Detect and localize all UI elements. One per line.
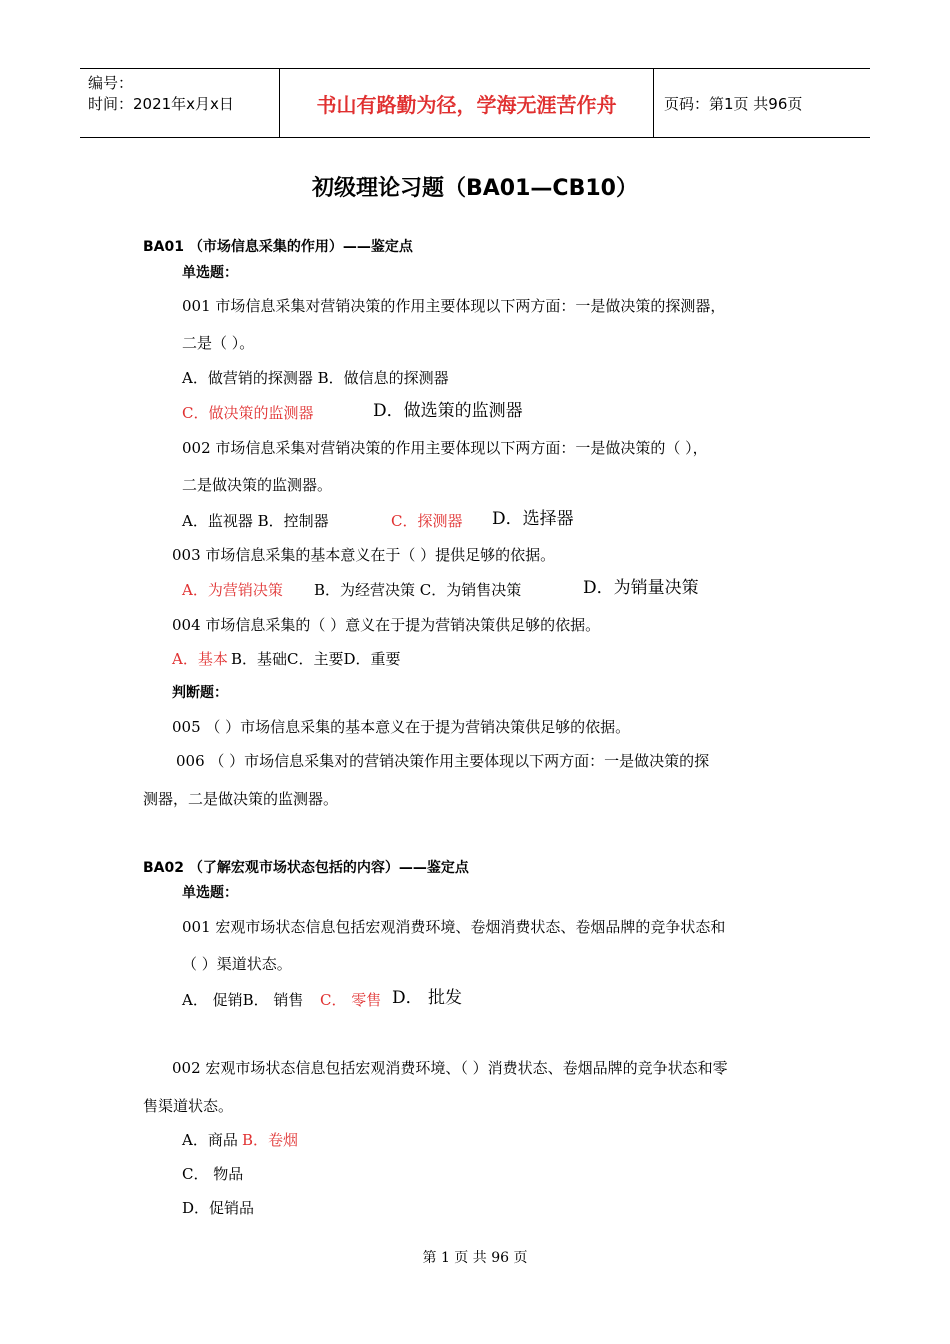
section-heading: BA01 （市场信息采集的作用）——鉴定点 (143, 239, 413, 255)
option-line: D．为销量决策 (583, 578, 699, 598)
question-text: 002 宏观市场状态信息包括宏观消费环境、（ ）消费状态、卷烟品牌的竞争状态和零 (172, 1059, 728, 1077)
header-page-info: 页码：第1页 共96页 (664, 94, 803, 113)
option-line: C． 物品 (182, 1165, 244, 1183)
question-text: 006 （ ）市场信息采集对的营销决策作用主要体现以下两方面：一是做决策的探 (176, 752, 710, 770)
question-text: 004 市场信息采集的（ ）意义在于提为营销决策供足够的依据。 (172, 616, 601, 634)
question-text: 001 市场信息采集对营销决策的作用主要体现以下两方面：一是做决策的探测器， (182, 297, 726, 315)
time-label: 时间：2021年x月x日 (88, 95, 234, 113)
correct-option: B．卷烟 (242, 1131, 299, 1149)
option-line: A．商品 (182, 1131, 238, 1149)
header-motto: 书山有路勤为径，学海无涯苦作舟 (280, 69, 654, 137)
question-text: 002 市场信息采集对营销决策的作用主要体现以下两方面：一是做决策的（ ）， (182, 439, 708, 457)
question-type: 单选题： (182, 265, 238, 281)
option-line: B．为经营决策 C．为销售决策 (314, 581, 522, 599)
option-line: A．监视器 B．控制器 (182, 512, 329, 530)
question-type: 单选题： (182, 885, 238, 901)
option-line: D． 批发 (392, 988, 463, 1008)
section-heading: BA02 （了解宏观市场状态包括的内容）——鉴定点 (143, 860, 469, 876)
correct-option: A．为营销决策 (182, 581, 283, 599)
option-line: A． 促销B． 销售 (182, 991, 304, 1009)
question-text: 测器，二是做决策的监测器。 (143, 790, 339, 808)
question-text: （ ）渠道状态。 (182, 955, 292, 973)
question-type: 判断题： (172, 685, 228, 701)
question-text: 二是做决策的监测器。 (182, 476, 333, 494)
question-text: 001 宏观市场状态信息包括宏观消费环境、卷烟消费状态、卷烟品牌的竞争状态和 (182, 918, 726, 936)
header-meta (80, 69, 280, 137)
page-header (80, 68, 870, 138)
option-line: D．促销品 (182, 1199, 255, 1217)
option-line: A．做营销的探测器 B．做信息的探测器 (182, 369, 449, 387)
question-text: 005 （ ）市场信息采集的基本意义在于提为营销决策供足够的依据。 (172, 718, 631, 736)
option-line: D．做选策的监测器 (373, 401, 523, 421)
correct-option: C．探测器 (391, 512, 463, 530)
correct-option: C． 零售 (320, 991, 382, 1009)
question-text: 二是（ ）。 (182, 334, 255, 352)
doc-title: 初级理论习题（BA01—CB10） (312, 176, 638, 201)
question-text: 003 市场信息采集的基本意义在于（ ）提供足够的依据。 (172, 546, 556, 564)
option-line: B．基础C．主要D．重要 (231, 650, 401, 668)
page-footer: 第 1 页 共 96 页 (422, 1250, 528, 1266)
correct-option: A．基本 (172, 650, 228, 668)
question-text: 售渠道状态。 (143, 1097, 234, 1115)
option-line: D．选择器 (492, 509, 574, 529)
correct-option: C．做决策的监测器 (182, 404, 314, 422)
number-label: 编号： (88, 74, 134, 92)
